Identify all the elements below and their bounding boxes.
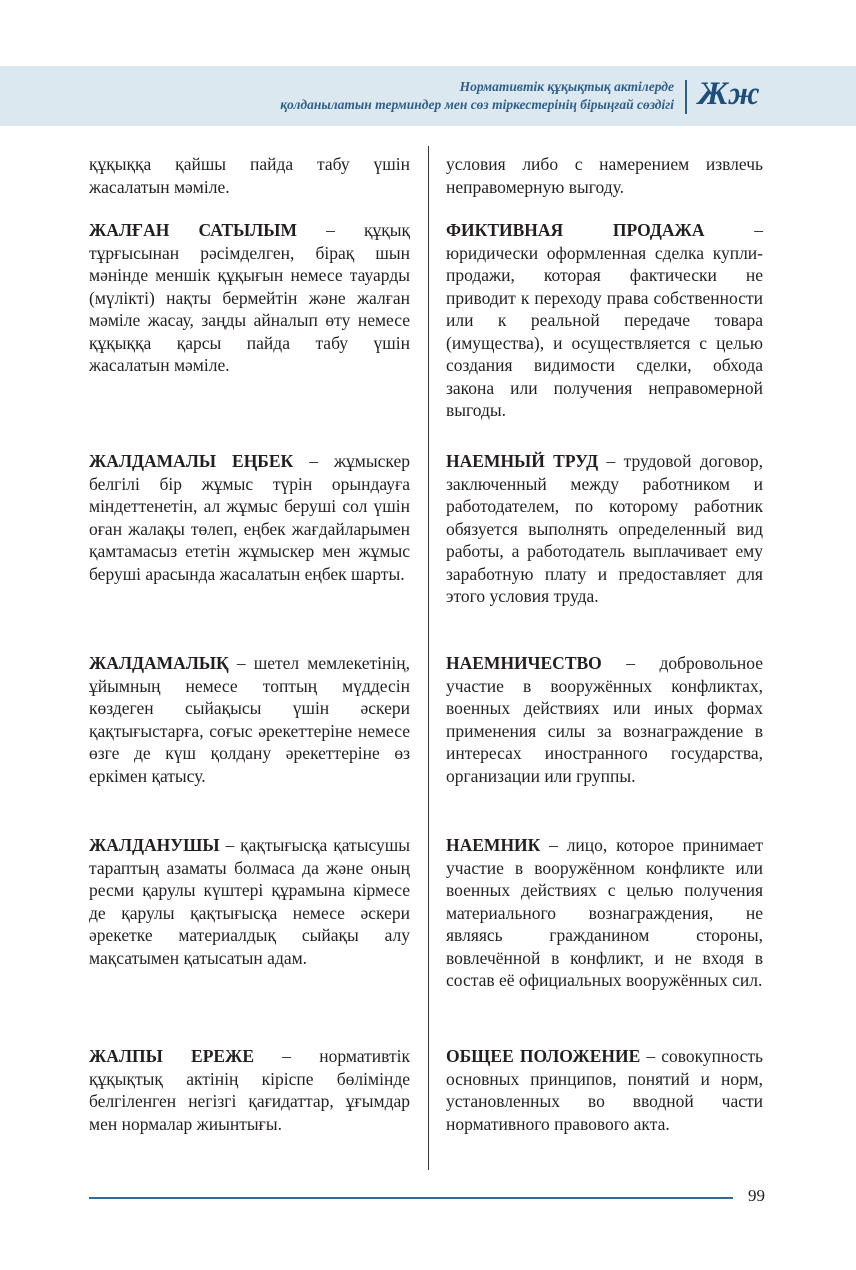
definition-kk: – шетел мемлекетінің, ұйымның немесе топтың мүддесін көздеген сыйақысы үшін әскери қақтығыстарға, соғыс әрекеттеріне немесе өзге де күш қолдану әрекеттеріне өз еркімен қатысу. [89,653,410,786]
entry-kk-4 [89,834,410,969]
definition-ru: – лицо, которое принимает участие в вооружённом конфликте или военных действиях с целью получения материального вознаграждения, не являясь гражданином стороны, вовлечённой в конфликт, и не входя в состав её официальных вооружённых сил. [446,835,763,990]
running-header [54,78,674,114]
header-separator [685,80,687,114]
definition-ru: – совокупность основных принципов, понятий и норм, установленных во вводной части нормативного правового акта. [446,1046,763,1134]
definition-kk: құқыққа қайшы пайда табу үшін жасалатын мәміле. [89,154,410,197]
definition-ru: – юридически оформленная сделка купли-продажи, которая фактически не приводит к переходу права собственности или к реальной передаче товара (имущества), и осуществляется с целью создания видимости сделки, обхода закона или получения неправомерной выгоды. [446,220,763,420]
entry-kk-5 [89,1045,410,1135]
definition-kk: – қақтығысқа қатысушы тараптың азаматы болмаса да және оның ресми қарулы күштері құрамына кірмесе де қарулы қақтығысқа немесе әскери әрекетке материалдық сыйақы алу мақсатымен қатысатын адам. [89,835,410,968]
term-ru: НАЕМНЫЙ ТРУД [446,451,599,471]
term-kk: ЖАЛҒАН САТЫЛЫМ [89,220,297,240]
entry-ru-4 [446,834,763,992]
term-kk: ЖАЛПЫ ЕРЕЖЕ [89,1046,255,1066]
section-letters: Жж [698,76,760,112]
entry-ru-1 [446,219,763,422]
term-kk: ЖАЛДАНУШЫ [89,835,220,855]
entry-ru-2 [446,450,763,608]
definition-ru: – трудовой договор, заключенный между работником и работодателем, по которому работник обязуется выполнять определенный вид работы, а работодатель выплачивает ему заработную плату и предоставляет для этого условия труда. [446,451,763,606]
term-ru: ФИКТИВНАЯ ПРОДАЖА [446,220,705,240]
entry-kk-3 [89,652,410,787]
term-kk: ЖАЛДАМАЛЫҚ [89,653,229,673]
entry-kk-0 [89,153,410,198]
term-ru: ОБЩЕЕ ПОЛОЖЕНИЕ [446,1046,641,1066]
definition-ru: – добровольное участие в вооружённых конфликтах, военных действиях или иных формах применения силы за вознаграждение в интересах иностранного государства, организации или группы. [446,653,763,786]
running-header-line-1: Нормативтік құқықтық актілерде [459,79,674,94]
page-number: 99 [748,1186,765,1205]
entry-ru-5 [446,1045,763,1135]
term-kk: ЖАЛДАМАЛЫ ЕҢБЕК [89,451,294,471]
definition-kk: – нормативтік құқықтық актінің кіріспе бөлімінде белгіленген негізгі қағидаттар, ұғымдар мен нормалар жиынтығы. [89,1046,410,1134]
entry-kk-2 [89,450,410,585]
entry-ru-0 [446,153,763,198]
column-divider [428,146,429,1170]
footer-rule [89,1197,733,1199]
definition-kk: – құқық тұрғысынан рәсімделген, бірақ шын мәнінде меншік құқығын немесе тауарды (мүлікті) нақты бермейтін және жалған мәміле жасау, заңды айналып өту немесе құқыққа қарсы пайда табу үшін жасалатын мәміле. [89,220,411,375]
entry-ru-3 [446,652,763,787]
running-header-line-2: қолданылатын терминдер мен сөз тіркестерінің бірыңғай сөздігі [280,97,674,112]
term-ru: НАЕМНИЧЕСТВО [446,653,602,673]
term-ru: НАЕМНИК [446,835,541,855]
entry-kk-1 [89,219,410,377]
definition-ru: условия либо с намерением извлечь неправомерную выгоду. [446,154,763,197]
definition-kk: – жұмыскер белгілі бір жұмыс түрін орындауға міндеттенетін, ал жұмыс беруші сол үшін оған жалақы төлеп, еңбек жағдайларымен қамтамасыз ететін жұмыскер мен жұмыс беруші арасында жасалатын еңбек шарты. [89,451,410,584]
